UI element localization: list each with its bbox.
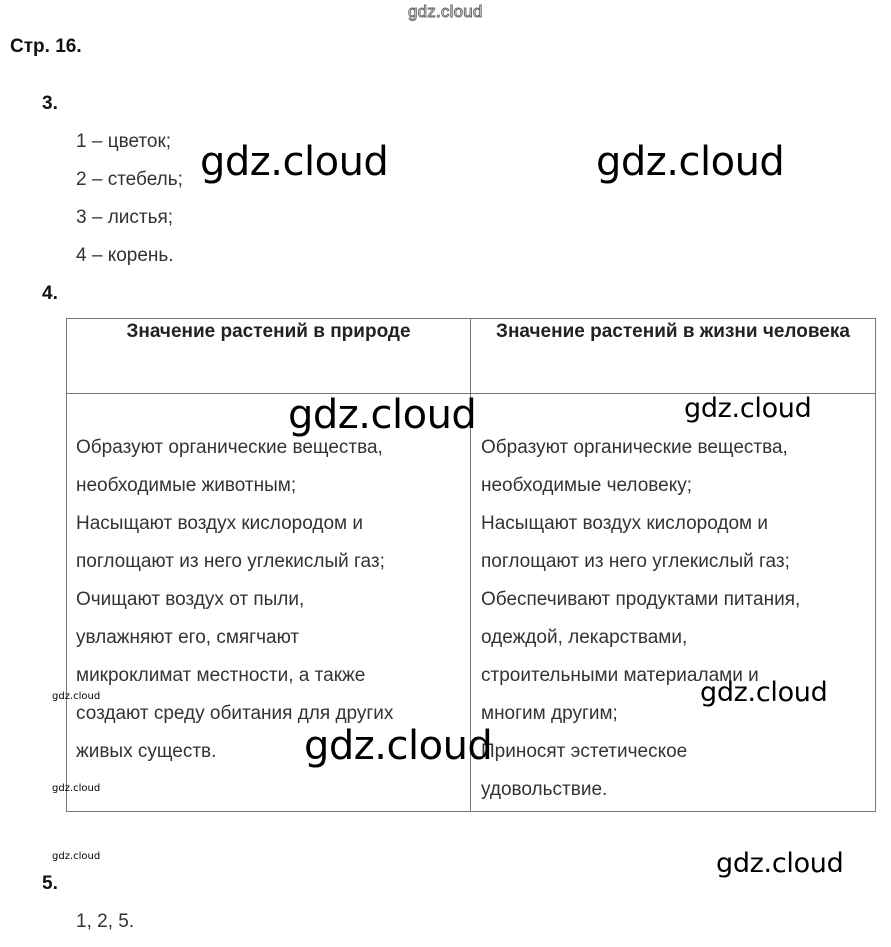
col1-line: поглощают из него углекислый газ; [76,551,385,572]
watermark: gdz.cloud [596,139,785,185]
task-3-number: 3. [42,93,58,114]
col2-line: Приносят эстетическое [481,741,688,762]
col1-line: увлажняют его, смягчают [76,627,300,648]
col1-line: Образуют органические вещества, [76,437,383,458]
col1-line: создают среду обитания для других [76,703,394,724]
table-header-nature: Значение растений в природе [126,321,411,342]
task-3-answer-4: 4 – корень. [76,245,174,266]
col2-line: поглощают из него углекислый газ; [481,551,790,572]
task-3-answer-3: 3 – листья; [76,207,174,228]
col1-line: микроклимат местности, а также [76,665,366,686]
task-3-answer-2: 2 – стебель; [76,169,183,190]
task-4-number: 4. [42,283,58,304]
page-title: Стр. 16. [10,36,82,57]
col2-line: удовольствие. [481,779,608,800]
col2-line: строительными материалами и [481,665,759,686]
col1-line: Насыщают воздух кислородом и [76,513,363,534]
watermark: gdz.cloud [700,677,828,708]
task-5-answer: 1, 2, 5. [76,911,135,932]
watermark: gdz.cloud [684,393,812,424]
top-watermark: gdz.cloud [408,2,483,21]
task-5-number: 5. [42,873,58,894]
watermark: gdz.cloud [52,851,101,862]
watermark: gdz.cloud [52,783,101,794]
watermark: gdz.cloud [304,723,493,769]
col2-line: необходимые человеку; [481,475,693,496]
col2-line: Образуют органические вещества, [481,437,788,458]
col1-line: необходимые животным; [76,475,297,496]
table-header-human: Значение растений в жизни человека [496,321,850,342]
watermark: gdz.cloud [716,848,844,879]
col2-line: многим другим; [481,703,618,724]
col2-line: Обеспечивают продуктами питания, [481,589,801,610]
watermark: gdz.cloud [52,691,101,702]
watermark: gdz.cloud [200,139,389,185]
col1-line: живых существ. [76,741,217,762]
col2-line: Насыщают воздух кислородом и [481,513,768,534]
col1-line: Очищают воздух от пыли, [76,589,305,610]
task-3-answer-1: 1 – цветок; [76,131,172,152]
watermark: gdz.cloud [288,392,477,438]
col2-line: одеждой, лекарствами, [481,627,688,648]
